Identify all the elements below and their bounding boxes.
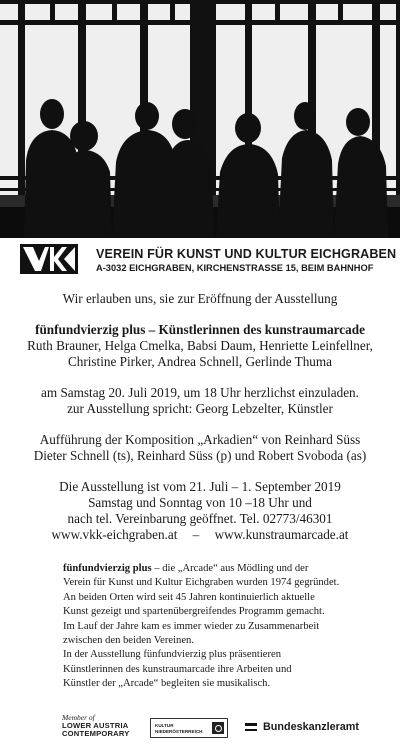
description-line: zwischen den beiden Vereinen.: [63, 635, 194, 647]
opening-date: am Samstag 20. Juli 2019, um 18 Uhr herzlichst einzuladen.: [41, 385, 359, 400]
lac-name-line1: LOWER AUSTRIA: [62, 721, 129, 730]
music-block: [0, 432, 400, 464]
exhibition-title: fünfundvierzig plus – Künstlerinnen des kunstraumarcade: [35, 322, 365, 337]
noe-line2: NIEDERÖSTERREICH: [155, 728, 203, 734]
organization-address: A-3032 EICHGRABEN, KIRCHENSTRASSE 15, BEIM BAHNHOF: [96, 263, 374, 273]
artist-line: Christine Pirker, Andrea Schnell, Gerlinde Thuma: [67, 354, 333, 369]
opening-date-block: [0, 385, 400, 417]
group-silhouette-image: [0, 0, 400, 238]
speaker-line: zur Ausstellung spricht: Georg Lebzelter, Künstler: [67, 401, 333, 416]
exhibition-title-block: [0, 322, 400, 370]
lac-name-line2: CONTEMPORARY: [62, 729, 130, 738]
invitation-intro: [0, 291, 400, 307]
description-line: Verein für Kunst und Kultur Eichgraben wurden 1974 gegründet.: [63, 577, 340, 589]
vkk-logo: [20, 244, 78, 274]
organization-name: VEREIN FÜR KUNST UND KULTUR EICHGRABEN: [96, 247, 397, 261]
description-line: Künstlerinnen des kunstraumarcade ihre Arbeiten und: [63, 663, 292, 675]
artist-line: Ruth Brauner, Helga Cmelka, Babsi Daum, Henriette Leinfellner,: [27, 338, 373, 353]
opening-hours-line: Samstag und Sonntag von 10 –18 Uhr und: [88, 495, 312, 510]
noe-mark-icon: [212, 722, 224, 734]
masthead: [20, 244, 397, 280]
kunstraumarcade-website-link[interactable]: www.kunstraumarcade.at: [214, 527, 349, 542]
exhibition-dates-block: [0, 479, 400, 527]
description-line: Kunst gezeigt und spartenübergreifendes Programm gemacht.: [63, 606, 325, 618]
musicians-line: Dieter Schnell (ts), Reinhard Süss (p) und Robert Svoboda (as): [33, 448, 367, 463]
description-first-line: – die „Arcade“ aus Mödling und der: [151, 563, 309, 574]
music-line: Aufführung der Komposition „Arkadien“ von Reinhard Süss: [39, 432, 361, 447]
dates-line: Die Ausstellung ist vom 21. Juli – 1. September 2019: [59, 479, 341, 494]
lac-member-text: Member of: [62, 713, 95, 722]
intro-line: Wir erlauben uns, sie zur Eröffnung der Ausstellung: [62, 291, 338, 306]
description-line: In der Ausstellung fünfundvierzig plus präsentieren: [63, 649, 281, 661]
header-photo: [0, 0, 400, 238]
url-separator: –: [192, 527, 200, 542]
description-title: fünfundvierzig plus: [63, 563, 152, 574]
bundeskanzleramt-logo: [245, 721, 359, 733]
websites-block: [0, 527, 400, 543]
sponsor-footer: [0, 706, 400, 751]
description-line: Künstler der „Arcade“ begleiten sie musikalisch.: [63, 678, 271, 690]
description-block: [63, 562, 393, 692]
description-line: Im Lauf der Jahre kam es immer wieder zu Zusammenarbeit: [63, 620, 320, 632]
kultur-niederoesterreich-logo: [150, 718, 228, 738]
lower-austria-contemporary-logo: [62, 714, 130, 738]
contact-line: nach tel. Vereinbarung geöffnet. Tel. 02773/46301: [67, 511, 333, 526]
bka-name: Bundeskanzleramt: [263, 721, 360, 733]
description-line: An beiden Orten wird seit 45 Jahren kontinuierlich aktuelle: [63, 591, 315, 603]
austria-flag-icon: [245, 723, 257, 731]
vkk-website-link[interactable]: www.vkk-eichgraben.at: [51, 527, 178, 542]
noe-line1: KULTUR: [155, 723, 174, 728]
